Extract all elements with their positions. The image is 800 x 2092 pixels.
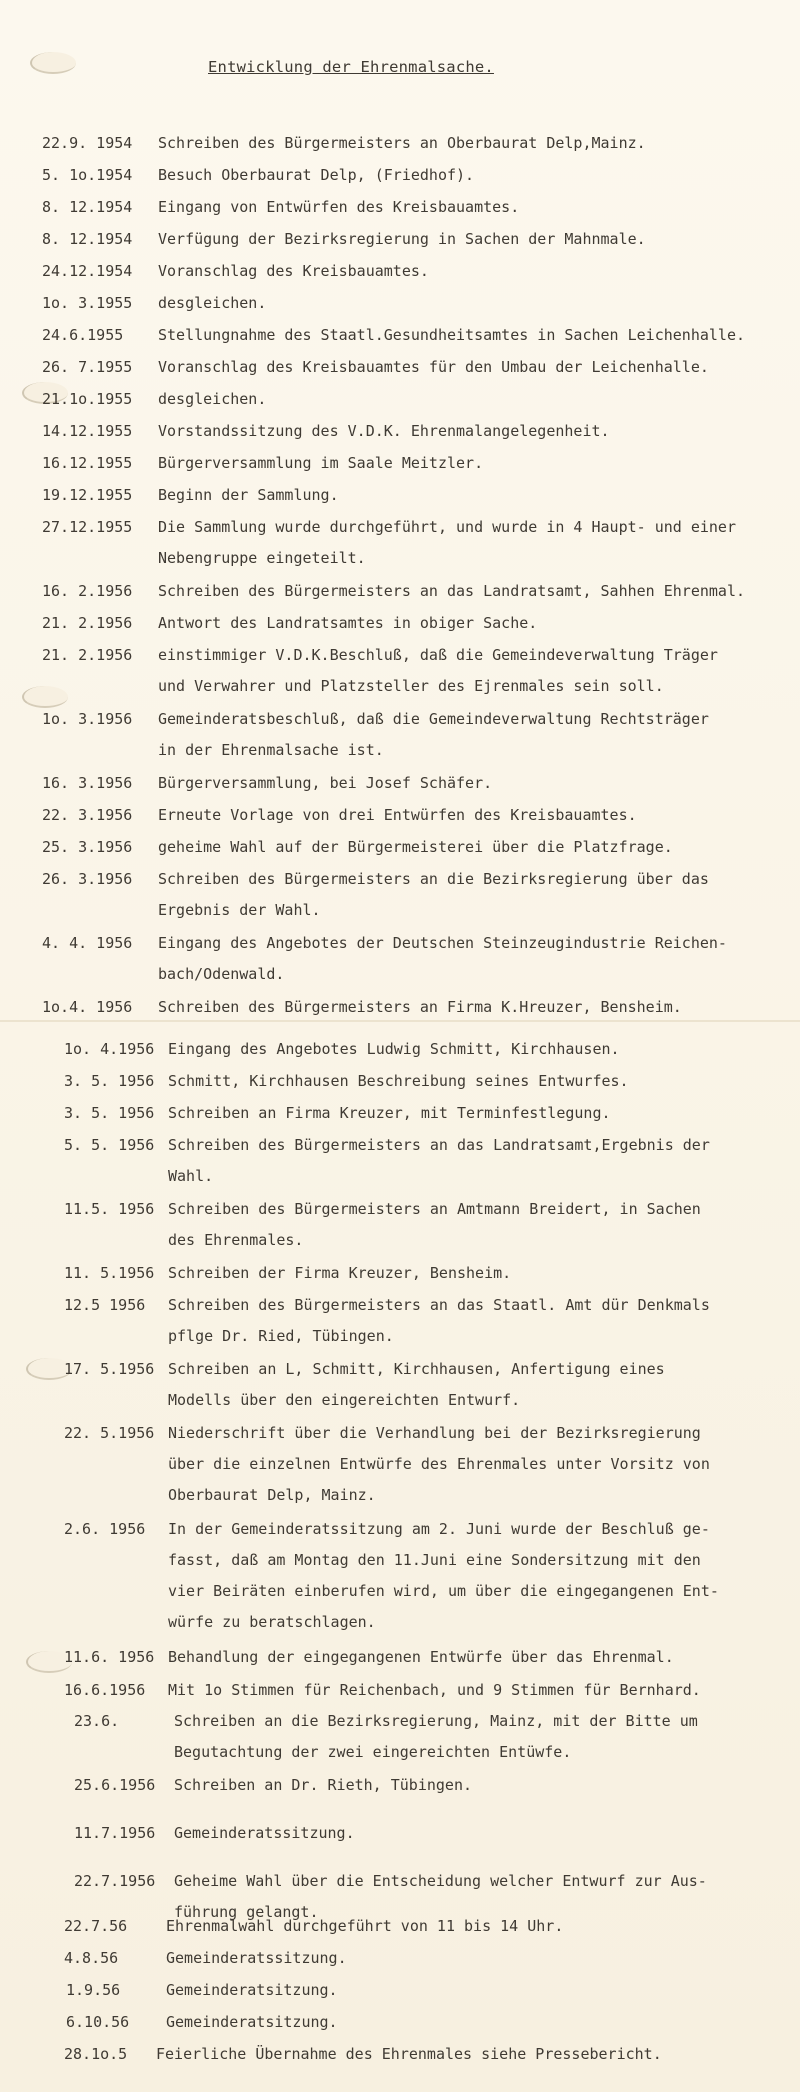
entry-text-line: vier Beiräten einberufen wird, um über die eingegangenen Ent-	[168, 1582, 719, 1600]
entry-date: 25.6.1956	[74, 1776, 156, 1794]
entry-text	[158, 160, 474, 191]
entry-date: 16.6.1956	[64, 1681, 146, 1699]
entry-text	[158, 512, 736, 574]
entry-date: 2.6. 1956	[64, 1520, 146, 1538]
entry-date: 21. 2.1956	[42, 614, 133, 632]
entry-text-line: Schreiben des Bürgermeisters an Oberbaurat Delp,Mainz.	[158, 134, 646, 152]
entry-date: 4.8.56	[64, 1949, 119, 1967]
entry-text	[168, 1418, 710, 1511]
entry-text-line: und Verwahrer und Platzsteller des Ejrenmales sein soll.	[158, 677, 664, 695]
entry-text	[158, 800, 637, 831]
entry-text	[158, 416, 610, 447]
entry-date: 1o. 4.1956	[64, 1040, 155, 1058]
entry-date: 11. 5.1956	[64, 1264, 155, 1282]
entry-text	[168, 1290, 710, 1352]
entry-text	[158, 192, 519, 223]
entry-text	[158, 480, 339, 511]
entry-date: 21.1o.1955	[42, 390, 133, 408]
entry-text	[168, 1642, 674, 1673]
entry-text	[158, 352, 709, 383]
entry-text-line: Eingang des Angebotes Ludwig Schmitt, Kirchhausen.	[168, 1040, 620, 1058]
entry-text	[174, 1818, 355, 1849]
entry-text	[168, 1194, 701, 1256]
entry-text-line: pflge Dr. Ried, Tübingen.	[168, 1327, 394, 1345]
entry-date: 3. 5. 1956	[64, 1072, 155, 1090]
entry-date: 24.6.1955	[42, 326, 124, 344]
entry-text-line: Begutachtung der zwei eingereichten Entüwfe.	[174, 1743, 572, 1761]
entry-text-line: Modells über den eingereichten Entwurf.	[168, 1391, 521, 1409]
entry-text-line: des Ehrenmales.	[168, 1231, 304, 1249]
entry-text	[158, 288, 266, 319]
entry-text	[158, 448, 483, 479]
entry-date: 16.12.1955	[42, 454, 133, 472]
entry-text-line: Ehrenmalwahl durchgeführt von 11 bis 14 Uhr.	[166, 1917, 564, 1935]
entry-date: 11.5. 1956	[64, 1200, 155, 1218]
entry-date: 22. 3.1956	[42, 806, 133, 824]
entry-text	[166, 1943, 347, 1974]
entry-date: 26. 7.1955	[42, 358, 133, 376]
entry-text-line: Niederschrift über die Verhandlung bei der Bezirksregierung	[168, 1424, 701, 1442]
entry-text-line: Schmitt, Kirchhausen Beschreibung seines Entwurfes.	[168, 1072, 629, 1090]
entry-text-line: einstimmiger V.D.K.Beschluß, daß die Gemeindeverwaltung Träger	[158, 646, 718, 664]
entry-text-line: Schreiben an Dr. Rieth, Tübingen.	[174, 1776, 473, 1794]
entry-text-line: bach/Odenwald.	[158, 965, 285, 983]
entry-text	[174, 1770, 472, 1801]
entry-date: 21. 2.1956	[42, 646, 133, 664]
entry-text	[158, 576, 745, 607]
entry-text	[168, 1098, 611, 1129]
entry-date: 22.7.56	[64, 1917, 128, 1935]
entry-text	[168, 1514, 719, 1638]
entry-date: 22.7.1956	[74, 1872, 156, 1890]
entry-date: 1o. 3.1955	[42, 294, 133, 312]
entry-text-line: Beginn der Sammlung.	[158, 486, 339, 504]
entry-date: 11.7.1956	[74, 1824, 156, 1842]
entry-text	[158, 384, 266, 415]
entry-text-line: Mit 1o Stimmen für Reichenbach, und 9 Stimmen für Bernhard.	[168, 1681, 701, 1699]
entry-date: 16. 2.1956	[42, 582, 133, 600]
entry-date: 24.12.1954	[42, 262, 133, 280]
entry-text	[166, 1911, 563, 1942]
entry-text	[168, 1675, 701, 1706]
entry-date: 8. 12.1954	[42, 198, 133, 216]
entry-text-line: Schreiben an L, Schmitt, Kirchhausen, Anfertigung eines	[168, 1360, 665, 1378]
entry-text	[158, 640, 718, 702]
entry-text-line: über die einzelnen Entwürfe des Ehrenmales unter Vorsitz von	[168, 1455, 710, 1473]
entry-text	[158, 832, 673, 863]
entry-text-line: geheime Wahl auf der Bürgermeisterei über die Platzfrage.	[158, 838, 673, 856]
entry-date: 6.10.56	[66, 2013, 130, 2031]
entry-text-line: Schreiben des Bürgermeisters an das Landratsamt,Ergebnis der	[168, 1136, 710, 1154]
entry-text-line: Eingang von Entwürfen des Kreisbauamtes.	[158, 198, 520, 216]
entry-text-line: Schreiben des Bürgermeisters an das Staatl. Amt dür Denkmals	[168, 1296, 710, 1314]
entry-text-line: Schreiben des Bürgermeisters an die Bezirksregierung über das	[158, 870, 709, 888]
entry-text	[168, 1354, 665, 1416]
entry-text-line: Nebengruppe eingeteilt.	[158, 549, 366, 567]
entry-text-line: Verfügung der Bezirksregierung in Sachen der Mahnmale.	[158, 230, 646, 248]
entry-text-line: Gemeinderatsbeschluß, daß die Gemeindeverwaltung Rechtsträger	[158, 710, 709, 728]
entry-date: 11.6. 1956	[64, 1648, 155, 1666]
entry-text	[168, 1258, 511, 1289]
entry-date: 26. 3.1956	[42, 870, 133, 888]
entry-text-line: desgleichen.	[158, 390, 267, 408]
entry-date: 22. 5.1956	[64, 1424, 155, 1442]
entry-text-line: Feierliche Übernahme des Ehrenmales siehe Pressebericht.	[156, 2045, 662, 2063]
entry-text-line: Geheime Wahl über die Entscheidung welcher Entwurf zur Aus-	[174, 1872, 707, 1890]
entry-date: 14.12.1955	[42, 422, 133, 440]
entry-date: 16. 3.1956	[42, 774, 133, 792]
entry-date: 12.5 1956	[64, 1296, 146, 1314]
entry-text	[156, 2039, 662, 2070]
entry-text-line: In der Gemeinderatssitzung am 2. Juni wurde der Beschluß ge-	[168, 1520, 710, 1538]
entry-text-line: Gemeinderatssitzung.	[166, 1949, 347, 1967]
entry-text-line: Besuch Oberbaurat Delp, (Friedhof).	[158, 166, 475, 184]
entry-text-line: Voranschlag des Kreisbauamtes.	[158, 262, 429, 280]
entry-date: 8. 12.1954	[42, 230, 133, 248]
punch-hole	[30, 52, 76, 74]
document-title: Entwicklung der Ehrenmalsache.	[208, 58, 494, 76]
entry-date: 28.1o.5	[64, 2045, 128, 2063]
entry-text-line: Schreiben des Bürgermeisters an Firma K.Hreuzer, Bensheim.	[158, 998, 682, 1016]
entry-date: 1o. 3.1956	[42, 710, 133, 728]
entry-text	[168, 1130, 710, 1192]
entry-date: 25. 3.1956	[42, 838, 133, 856]
entry-text-line: Schreiben an die Bezirksregierung, Mainz, mit der Bitte um	[174, 1712, 698, 1730]
entry-text-line: Schreiben des Bürgermeisters an Amtmann Breidert, in Sachen	[168, 1200, 701, 1218]
entry-text	[168, 1066, 629, 1097]
entry-text-line: Ergebnis der Wahl.	[158, 901, 321, 919]
entry-date: 4. 4. 1956	[42, 934, 133, 952]
entry-text-line: Stellungnahme des Staatl.Gesundheitsamtes in Sachen Leichenhalle.	[158, 326, 745, 344]
entry-text-line: Die Sammlung wurde durchgeführt, und wurde in 4 Haupt- und einer	[158, 518, 736, 536]
entry-date: 1.9.56	[66, 1981, 121, 1999]
entry-text-line: in der Ehrenmalsache ist.	[158, 741, 384, 759]
entry-date: 17. 5.1956	[64, 1360, 155, 1378]
entry-date: 3. 5. 1956	[64, 1104, 155, 1122]
entry-text-line: Gemeinderatssitzung.	[174, 1824, 355, 1842]
entry-text-line: Eingang des Angebotes der Deutschen Steinzeugindustrie Reichen-	[158, 934, 727, 952]
entry-text	[158, 608, 537, 639]
entry-date: 19.12.1955	[42, 486, 133, 504]
entry-text	[158, 128, 646, 159]
entry-text-line: Voranschlag des Kreisbauamtes für den Umbau der Leichenhalle.	[158, 358, 709, 376]
entry-text-line: würfe zu beratschlagen.	[168, 1613, 376, 1631]
entry-date: 27.12.1955	[42, 518, 133, 536]
entry-text-line: fasst, daß am Montag den 11.Juni eine Sondersitzung mit den	[168, 1551, 701, 1569]
entry-text	[168, 1034, 620, 1065]
entry-date: 1o.4. 1956	[42, 998, 133, 1016]
entry-text-line: Behandlung der eingegangenen Entwürfe über das Ehrenmal.	[168, 1648, 674, 1666]
entry-text	[158, 992, 682, 1023]
entry-text-line: Wahl.	[168, 1167, 214, 1185]
entry-text	[158, 256, 429, 287]
entry-text	[166, 2007, 338, 2038]
entry-text-line: Vorstandssitzung des V.D.K. Ehrenmalangelegenheit.	[158, 422, 610, 440]
entry-text-line: Erneute Vorlage von drei Entwürfen des Kreisbauamtes.	[158, 806, 637, 824]
entry-date: 5. 1o.1954	[42, 166, 133, 184]
entry-text-line: Gemeinderatsitzung.	[166, 1981, 338, 1999]
entry-text	[158, 928, 727, 990]
entry-text-line: Oberbaurat Delp, Mainz.	[168, 1486, 376, 1504]
entry-text-line: führung gelangt.	[174, 1903, 319, 1921]
entry-date: 22.9. 1954	[42, 134, 133, 152]
entry-text	[166, 1975, 338, 2006]
entry-text	[158, 704, 709, 766]
entry-text-line: Schreiben der Firma Kreuzer, Bensheim.	[168, 1264, 512, 1282]
entry-text-line: Schreiben an Firma Kreuzer, mit Terminfestlegung.	[168, 1104, 611, 1122]
entry-text-line: Bürgerversammlung, bei Josef Schäfer.	[158, 774, 493, 792]
entry-text-line: Schreiben des Bürgermeisters an das Landratsamt, Sahhen Ehrenmal.	[158, 582, 745, 600]
entry-date: 23.6.	[74, 1712, 120, 1730]
entry-text	[158, 864, 709, 926]
entry-text-line: Bürgerversammlung im Saale Meitzler.	[158, 454, 484, 472]
entry-text	[174, 1706, 698, 1768]
entry-text-line: Gemeinderatsitzung.	[166, 2013, 338, 2031]
entry-text-line: Antwort des Landratsamtes in obiger Sache.	[158, 614, 538, 632]
entry-date: 5. 5. 1956	[64, 1136, 155, 1154]
entry-text	[158, 768, 492, 799]
entry-text-line: desgleichen.	[158, 294, 267, 312]
entry-text	[158, 224, 646, 255]
entry-text	[158, 320, 745, 351]
